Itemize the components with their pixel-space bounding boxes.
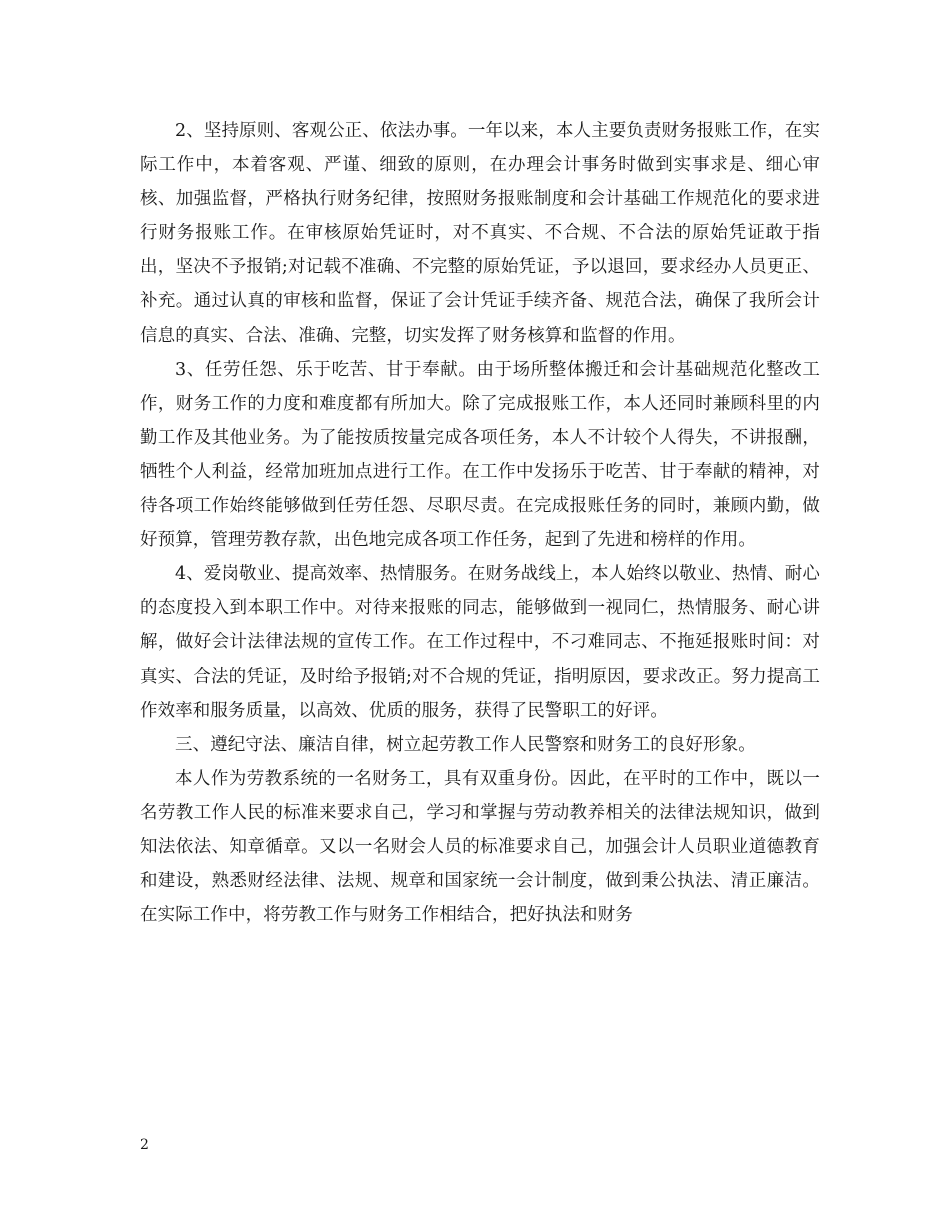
page-number: 2 <box>140 1137 149 1153</box>
document-body <box>140 114 820 932</box>
paragraph-item-3: 3、任劳任怨、乐于吃苦、甘于奉献。由于场所整体搬迁和会计基础规范化整改工作，财务工作的力度和难度都有所加大。除了完成报账工作，本人还同时兼顾科里的内勤工作及其他业务。为了能按质按量完成各项任务，本人不计较个人得失，不讲报酬，牺牲个人利益，经常加班加点进行工作。在工作中发扬乐于吃苦、甘于奉献的精神，对待各项工作始终能够做到任劳任怨、尽职尽责。在完成报账任务的同时，兼顾内勤，做好预算，管理劳教存款，出色地完成各项工作任务，起到了先进和榜样的作用。 <box>140 359 820 551</box>
paragraph-item-2: 2、坚持原则、客观公正、依法办事。一年以来，本人主要负责财务报账工作，在实际工作中，本着客观、严谨、细致的原则，在办理会计事务时做到实事求是、细心审核、加强监督，严格执行财务纪律，按照财务报账制度和会计基础工作规范化的要求进行财务报账工作。在审核原始凭证时，对不真实、不合规、不合法的原始凭证敢于指出，坚决不予报销;对记载不准确、不完整的原始凭证，予以退回，要求经办人员更正、补充。通过认真的审核和监督，保证了会计凭证手续齐备、规范合法，确保了我所会计信息的真实、合法、准确、完整，切实发挥了财务核算和监督的作用。 <box>140 121 820 346</box>
paragraph-item-4: 4、爱岗敬业、提高效率、热情服务。在财务战线上，本人始终以敬业、热情、耐心的态度投入到本职工作中。对待来报账的同志，能够做到一视同仁，热情服务、耐心讲解，做好会计法律法规的宣传工作。在工作过程中，不刁难同志、不拖延报账时间：对真实、合法的凭证，及时给予报销;对不合规的凭证，指明原因，要求改正。努力提高工作效率和服务质量，以高效、优质的服务，获得了民警职工的好评。 <box>140 564 820 721</box>
paragraph-dual-identity: 本人作为劳教系统的一名财务工，具有双重身份。因此，在平时的工作中，既以一名劳教工作人民的标准来要求自己，学习和掌握与劳动教养相关的法律法规知识，做到知法依法、知章循章。又以一名财会人员的标准要求自己，加强会计人员职业道德教育和建设，熟悉财经法律、法规、规章和国家统一会计制度，做到秉公执法、清正廉洁。在实际工作中，将劳教工作与财务工作相结合，把好执法和财务 <box>140 768 820 926</box>
section-heading-three: 三、遵纪守法、廉洁自律，树立起劳教工作人民警察和财务工的良好形象。 <box>175 734 756 755</box>
